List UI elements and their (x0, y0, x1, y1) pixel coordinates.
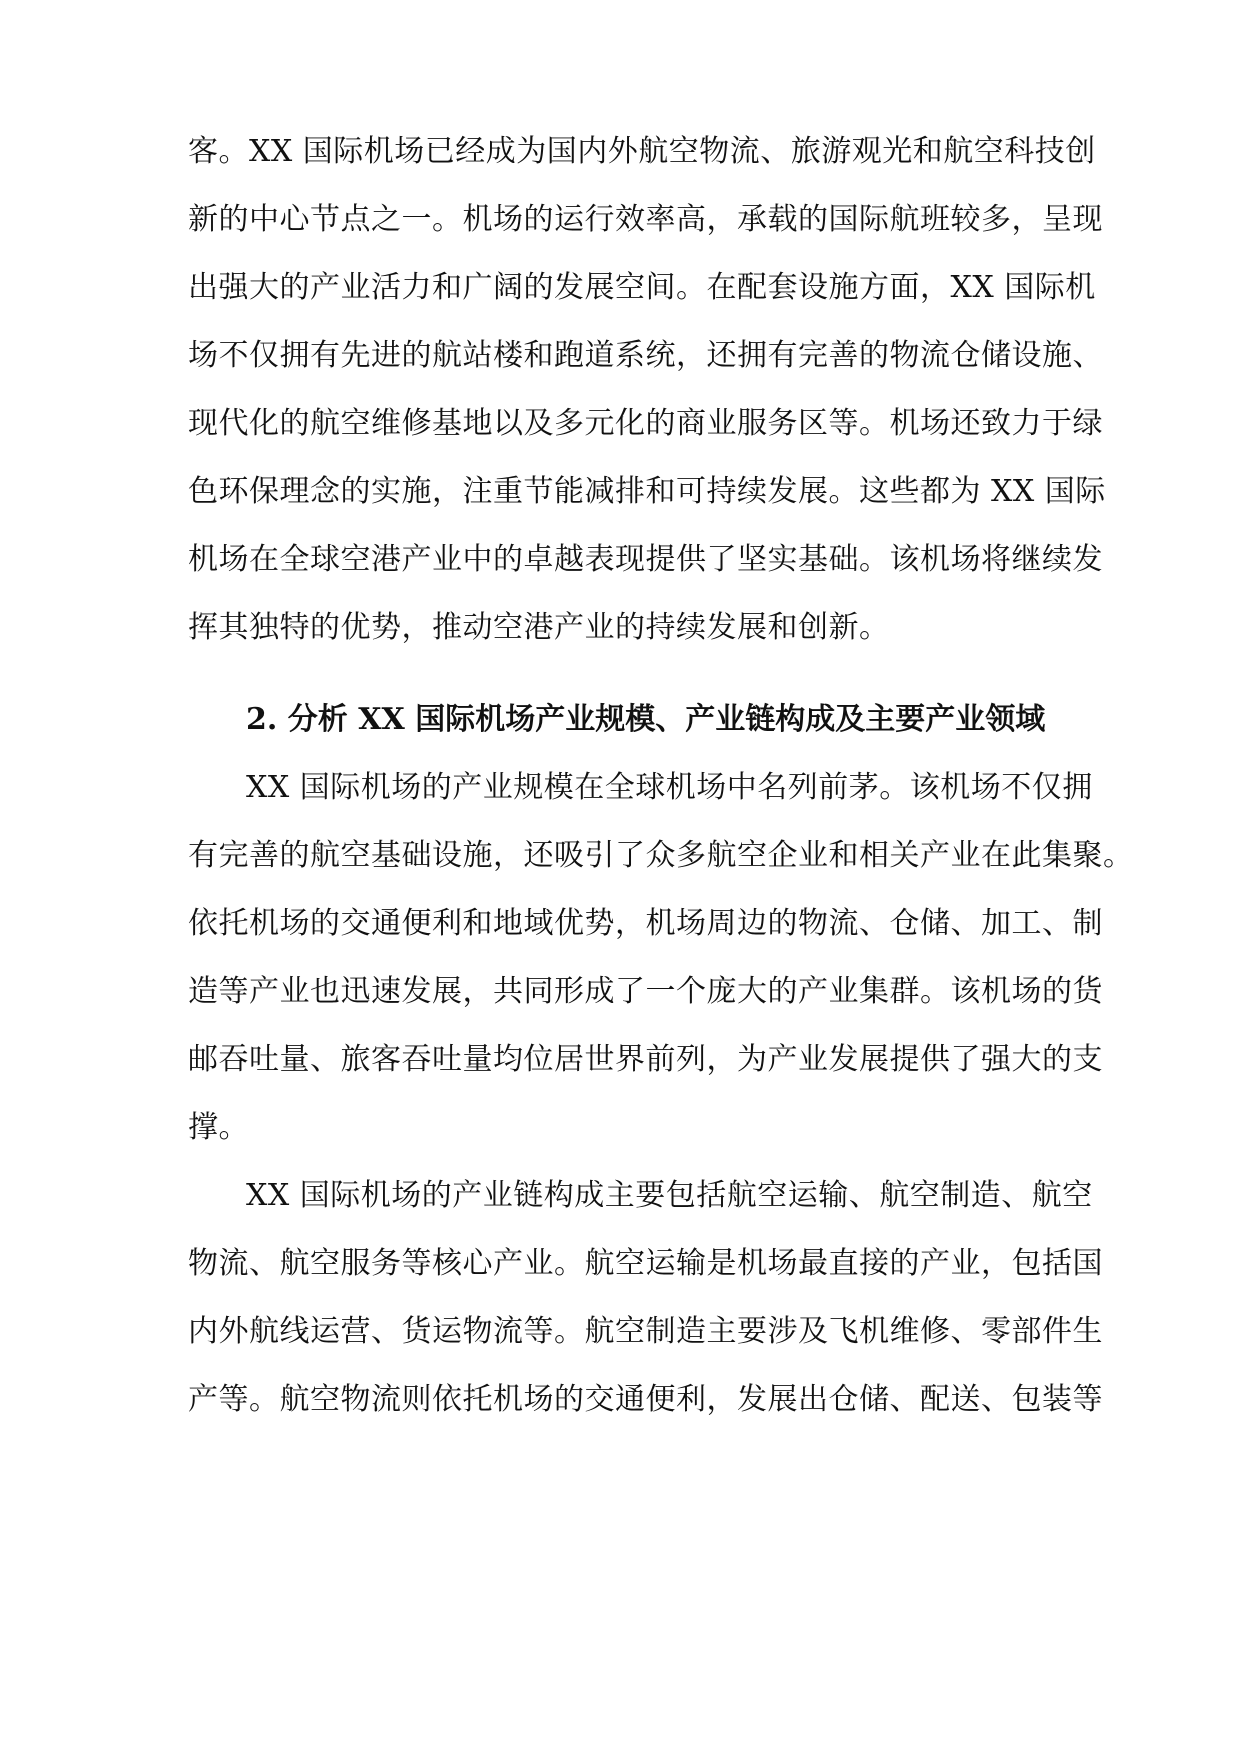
paragraph-2-line-4: 造等产业也迅速发展，共同形成了一个庞大的产业集群。该机场的货 (188, 974, 1103, 1009)
paragraph-1-line-6: 色环保理念的实施，注重节能减排和可持续发展。这些都为 XX 国际 (188, 474, 1106, 509)
section-heading: 2. 分析 XX 国际机场产业规模、产业链构成及主要产业领域 (246, 702, 1046, 737)
paragraph-1-line-8: 挥其独特的优势，推动空港产业的持续发展和创新。 (188, 610, 890, 645)
paragraph-2-line-2: 有完善的航空基础设施，还吸引了众多航空企业和相关产业在此集聚。 (188, 838, 1134, 873)
paragraph-1-line-2: 新的中心节点之一。机场的运行效率高，承载的国际航班较多，呈现 (188, 202, 1103, 237)
paragraph-3-line-1: XX 国际机场的产业链构成主要包括航空运输、航空制造、航空 (246, 1178, 1093, 1213)
paragraph-2-line-3: 依托机场的交通便利和地域优势，机场周边的物流、仓储、加工、制 (188, 906, 1103, 941)
paragraph-1-line-5: 现代化的航空维修基地以及多元化的商业服务区等。机场还致力于绿 (188, 406, 1103, 441)
paragraph-1-line-7: 机场在全球空港产业中的卓越表现提供了坚实基础。该机场将继续发 (188, 542, 1103, 577)
paragraph-2-line-6: 撑。 (188, 1110, 249, 1145)
paragraph-2-line-5: 邮吞吐量、旅客吞吐量均位居世界前列，为产业发展提供了强大的支 (188, 1042, 1103, 1077)
paragraph-1-line-4: 场不仅拥有先进的航站楼和跑道系统，还拥有完善的物流仓储设施、 (188, 338, 1103, 373)
paragraph-1-line-1: 客。XX 国际机场已经成为国内外航空物流、旅游观光和航空科技创 (188, 134, 1096, 169)
paragraph-3-line-3: 内外航线运营、货运物流等。航空制造主要涉及飞机维修、零部件生 (188, 1314, 1103, 1349)
paragraph-1-line-3: 出强大的产业活力和广阔的发展空间。在配套设施方面，XX 国际机 (188, 270, 1096, 305)
paragraph-3-line-4: 产等。航空物流则依托机场的交通便利，发展出仓储、配送、包装等 (188, 1382, 1103, 1417)
paragraph-3-line-2: 物流、航空服务等核心产业。航空运输是机场最直接的产业，包括国 (188, 1246, 1103, 1281)
paragraph-2-line-1: XX 国际机场的产业规模在全球机场中名列前茅。该机场不仅拥 (246, 770, 1093, 805)
